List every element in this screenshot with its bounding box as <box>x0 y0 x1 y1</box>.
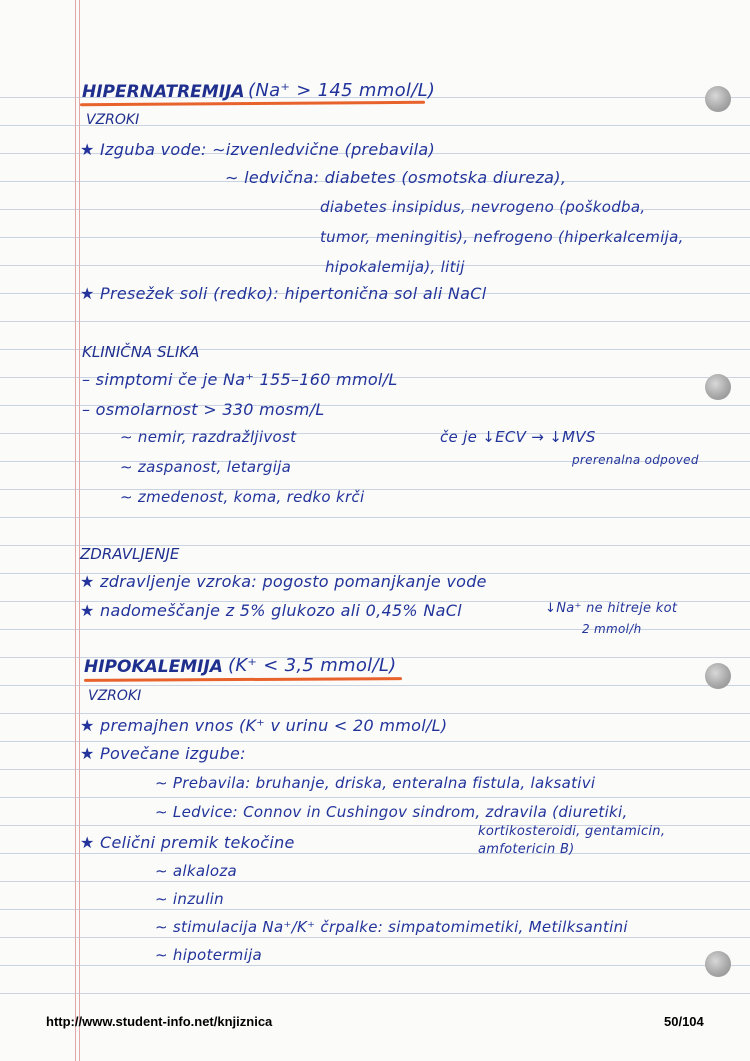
note-line: – osmolarnost > 330 mosm/L <box>82 400 325 419</box>
subheading-causes: VZROKI <box>88 688 142 704</box>
note-line: – simptomi če je Na⁺ 155–160 mmol/L <box>82 370 398 389</box>
subheading-causes: VZROKI <box>86 112 140 128</box>
note-line: ∼ ledvična: diabetes (osmotska diureza), <box>225 168 567 187</box>
note-line: ★ Povečane izgube: <box>80 744 246 763</box>
punch-hole <box>705 663 731 689</box>
section-heading-hypokalemia: HIPOKALEMIJA <box>84 657 223 677</box>
note-line: ★ Celični premik tekočine <box>80 833 295 852</box>
note-line: ★ premajhen vnos (K⁺ v urinu < 20 mmol/L) <box>80 716 448 735</box>
hypokalemia-criteria: (K⁺ < 3,5 mmol/L) <box>228 655 397 676</box>
note-line: ∼ Prebavila: bruhanje, driska, enteralna fistula, laksativi <box>155 774 596 792</box>
page-number: 50/104 <box>664 1014 704 1029</box>
punch-hole <box>705 951 731 977</box>
note-line: ★ zdravljenje vzroka: pogosto pomanjkanje vode <box>80 572 487 591</box>
note-line: ∼ Ledvice: Connov in Cushingov sindrom, zdravila (diuretiki, <box>155 803 628 821</box>
note-line: ★ nadomeščanje z 5% glukozo ali 0,45% NaCl <box>80 601 462 620</box>
heading-underline <box>84 677 402 682</box>
note-line: ∼ alkaloza <box>155 862 237 880</box>
note-line: ★ Presežek soli (redko): hipertonična sol ali NaCl <box>80 284 487 303</box>
note-line: ∼ hipotermija <box>155 946 263 964</box>
subheading-clinical: KLINIČNA SLIKA <box>82 343 200 361</box>
note-line: amfotericin B) <box>478 842 575 857</box>
margin-line <box>79 0 80 1061</box>
side-note: 2 mmol/h <box>582 622 642 636</box>
note-line: ∼ zmedenost, koma, redko krči <box>120 488 365 506</box>
hypernatremia-criteria: (Na⁺ > 145 mmol/L) <box>248 80 436 101</box>
footer-url[interactable]: http://www.student-info.net/knjiznica <box>46 1014 273 1029</box>
section-heading-hypernatremia: HIPERNATREMIJA <box>82 82 245 102</box>
note-line: ∼ inzulin <box>155 890 224 908</box>
side-note: ↓Na⁺ ne hitreje kot <box>545 601 678 616</box>
note-line: ∼ nemir, razdražljivost <box>120 428 297 446</box>
note-line: ★ Izguba vode: ∼izvenledvične (prebavila) <box>80 140 436 159</box>
punch-hole <box>705 86 731 112</box>
note-line: ∼ stimulacija Na⁺/K⁺ črpalke: simpatomimetiki, Metilksantini <box>155 918 628 936</box>
punch-hole <box>705 374 731 400</box>
margin-line <box>75 0 76 1061</box>
subheading-treatment: ZDRAVLJENJE <box>80 545 180 563</box>
side-note: prerenalna odpoved <box>572 453 699 467</box>
note-line: diabetes insipidus, nevrogeno (poškodba, <box>320 198 646 216</box>
side-note: če je ↓ECV → ↓MVS <box>440 428 596 446</box>
note-line: hipokalemija), litij <box>325 258 465 276</box>
note-line: kortikosteroidi, gentamicin, <box>478 824 666 839</box>
note-line: ∼ zaspanost, letargija <box>120 458 292 476</box>
note-line: tumor, meningitis), nefrogeno (hiperkalcemija, <box>320 228 684 246</box>
